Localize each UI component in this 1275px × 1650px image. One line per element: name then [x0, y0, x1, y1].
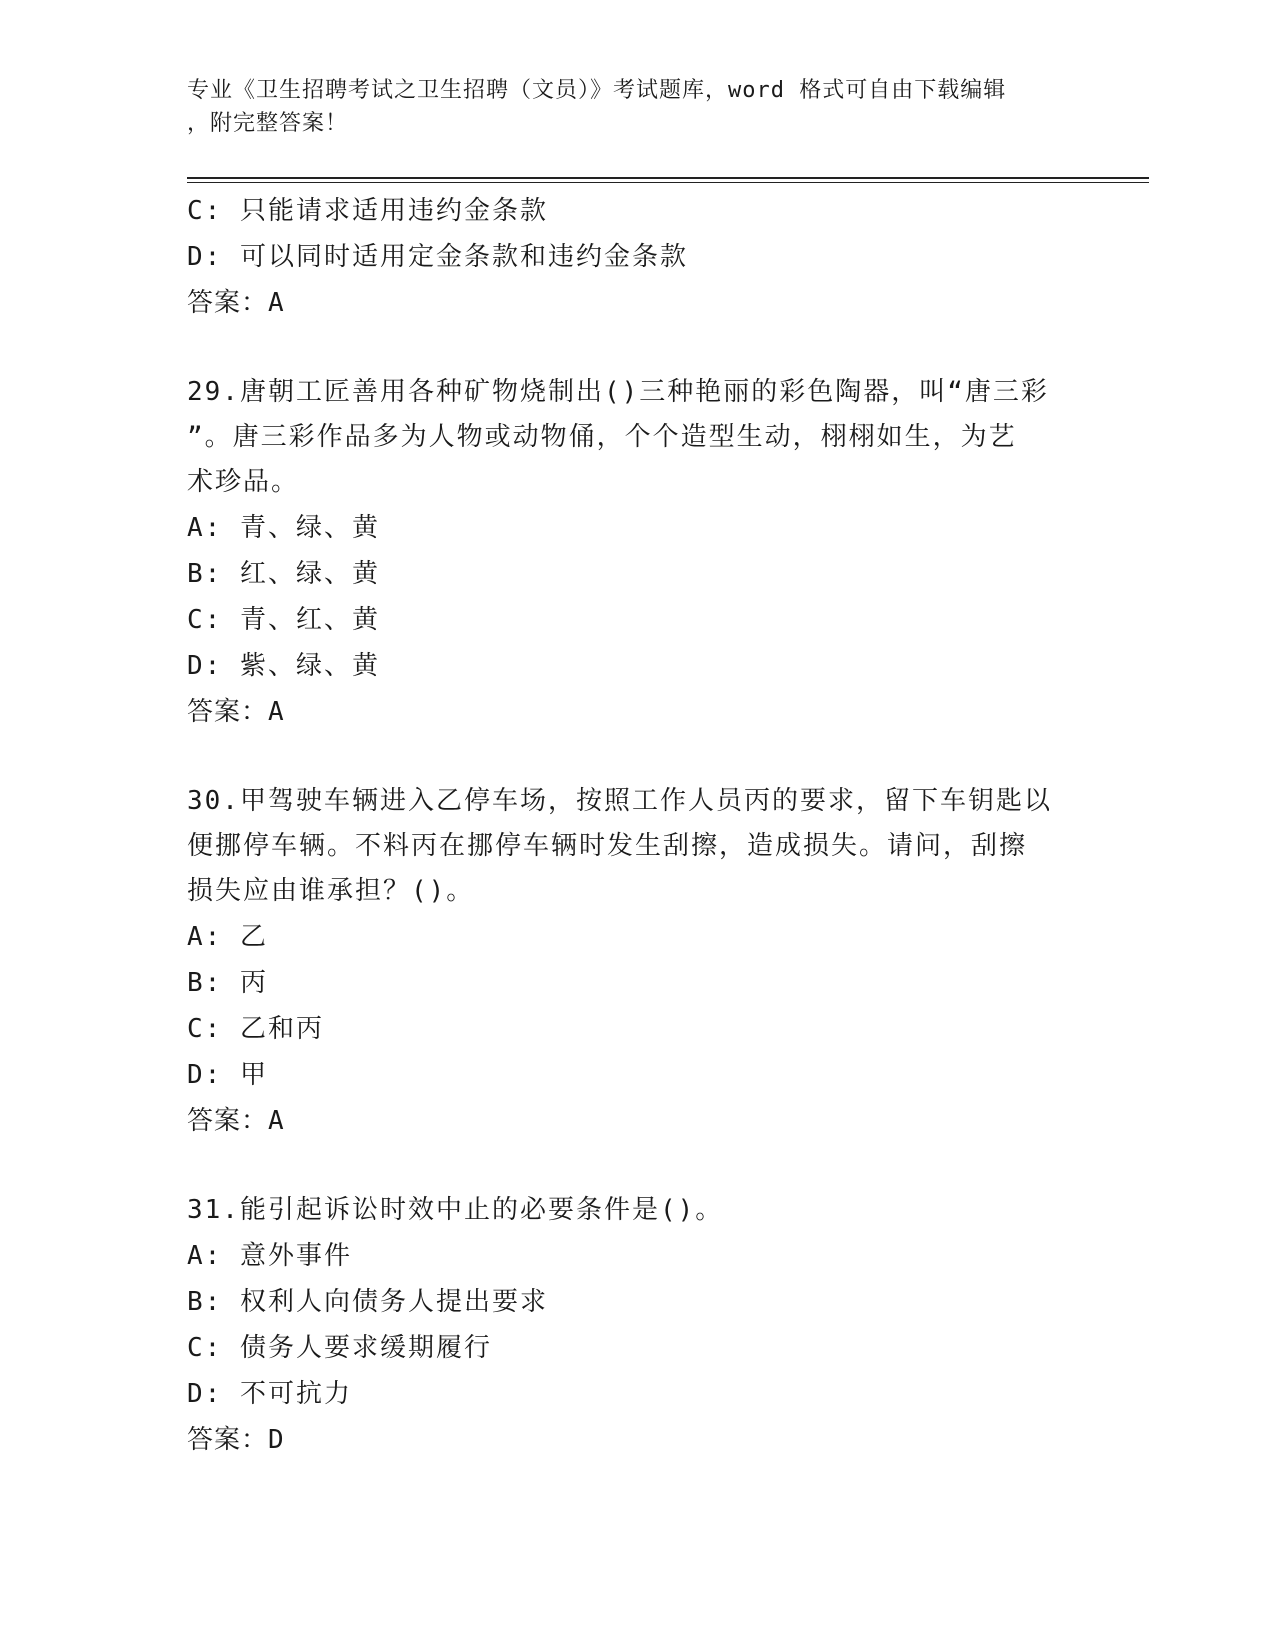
answer-value: A	[268, 1106, 285, 1136]
option-a: A: 乙	[187, 922, 268, 952]
answer-value: A	[268, 288, 285, 318]
stem-line: 31.能引起诉讼时效中止的必要条件是()。	[187, 1195, 724, 1225]
answer-line: 答案：A	[187, 1106, 285, 1136]
question-31	[187, 1188, 1067, 1463]
stem-line: 损失应由谁承担？()。	[187, 876, 475, 906]
option-c: C: 青、红、黄	[187, 605, 380, 635]
option-b: B: 丙	[187, 968, 268, 998]
document-header	[187, 74, 1067, 140]
option-c: C: 乙和丙	[187, 1014, 324, 1044]
answer-line: 答案：A	[187, 697, 285, 727]
option-d: D: 可以同时适用定金条款和违约金条款	[187, 242, 688, 272]
stem-line: 便挪停车辆。不料丙在挪停车辆时发生刮擦，造成损失。请问，刮擦	[187, 831, 1028, 861]
question-stem	[187, 779, 1067, 914]
option-b: B: 权利人向债务人提出要求	[187, 1287, 548, 1317]
question-stem	[187, 370, 1067, 505]
question-stem	[187, 1188, 1067, 1233]
option-a: A: 意外事件	[187, 1241, 352, 1271]
option-b: B: 红、绿、黄	[187, 559, 380, 589]
stem-line: ”。唐三彩作品多为人物或动物俑，个个造型生动，栩栩如生，为艺	[187, 422, 1017, 452]
option-c: C: 债务人要求缓期履行	[187, 1333, 492, 1363]
option-c: C: 只能请求适用违约金条款	[187, 196, 548, 226]
question-30	[187, 779, 1067, 1144]
header-divider	[187, 177, 1149, 183]
header-line-1: 专业《卫生招聘考试之卫生招聘（文员）》考试题库，word 格式可自由下载编辑	[187, 78, 1007, 103]
answer-line: 答案：D	[187, 1425, 285, 1455]
answer-value: D	[268, 1425, 285, 1455]
question-29	[187, 370, 1067, 735]
header-line-2: ，附完整答案！	[187, 111, 349, 136]
stem-line: 29.唐朝工匠善用各种矿物烧制出()三种艳丽的彩色陶器，叫“唐三彩	[187, 377, 1049, 407]
answer-line: 答案：A	[187, 288, 285, 318]
stem-line: 术珍品。	[187, 467, 300, 497]
option-d: D: 不可抗力	[187, 1379, 352, 1409]
question-partial	[187, 188, 1067, 326]
option-d: D: 紫、绿、黄	[187, 651, 380, 681]
answer-value: A	[268, 697, 285, 727]
option-d: D: 甲	[187, 1060, 268, 1090]
document-body	[187, 188, 1067, 1463]
stem-line: 30.甲驾驶车辆进入乙停车场，按照工作人员丙的要求，留下车钥匙以	[187, 786, 1052, 816]
option-a: A: 青、绿、黄	[187, 513, 380, 543]
